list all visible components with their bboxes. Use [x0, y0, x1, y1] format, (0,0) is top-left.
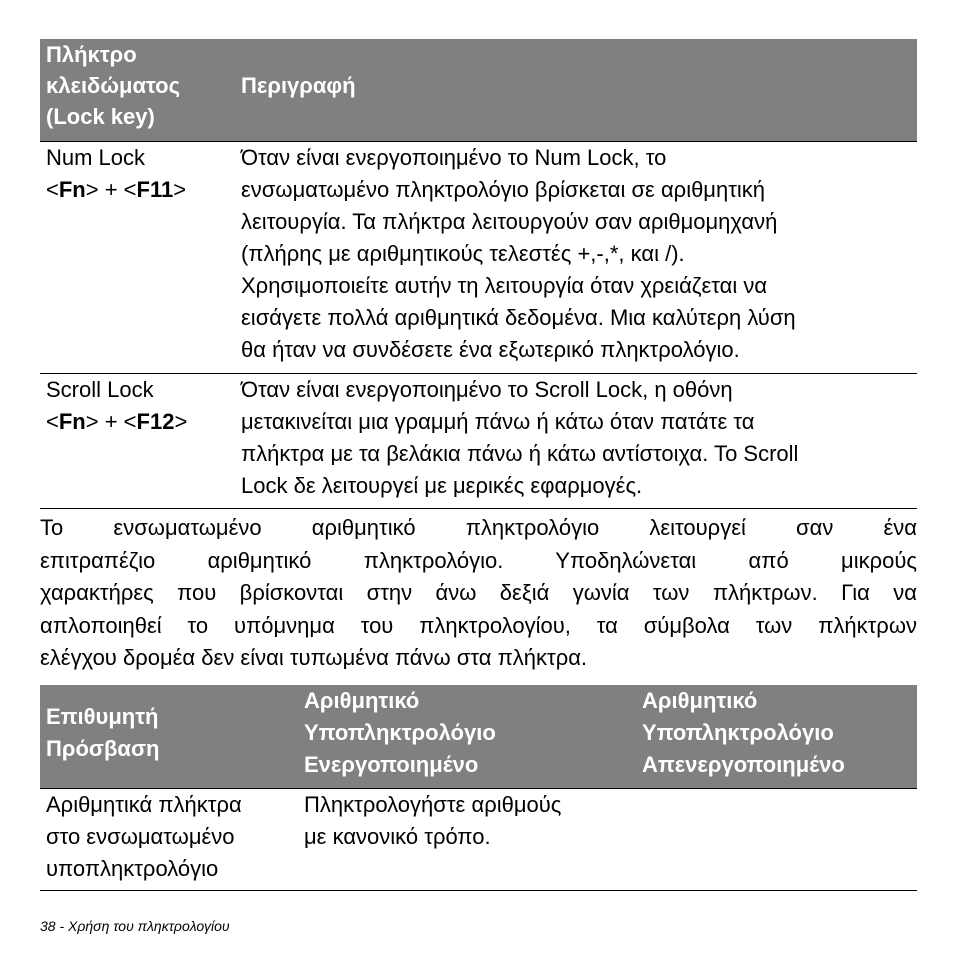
description-line: πλήκτρα με τα βελάκια πάνω ή κάτω αντίστοιχα. Το Scroll: [241, 441, 799, 466]
lock-key-table: [40, 39, 917, 509]
key-combo: [46, 174, 186, 206]
header-text: Πρόσβαση: [46, 736, 160, 761]
combo-text: <: [46, 177, 59, 202]
description-line: Όταν είναι ενεργοποιημένο το Scroll Lock, η οθόνη: [241, 377, 733, 402]
description-cell: [241, 374, 798, 502]
combo-text: >: [173, 177, 187, 202]
header-desired-access: [46, 701, 159, 765]
description-line: Όταν είναι ενεργοποιημένο το Num Lock, το: [241, 145, 667, 170]
keypad-table-header: [40, 685, 917, 788]
cell-line: υποπληκτρολόγιο: [46, 856, 219, 881]
cell-line: Αριθμητικά πλήκτρα: [46, 792, 242, 817]
keypad-on-cell: [304, 789, 561, 853]
table-row-num-lock: [40, 141, 917, 373]
description-line: ενσωματωμένο πληκτρολόγιο βρίσκεται σε αριθμητική: [241, 177, 766, 202]
description-line: Χρησιμοποιείτε αυτήν τη λειτουργία όταν χρειάζεται να: [241, 273, 768, 298]
header-text: (Lock key): [46, 104, 155, 129]
header-keypad-on: [304, 685, 496, 781]
header-text: Ενεργοποιημένο: [304, 752, 479, 777]
table-row: [40, 788, 917, 891]
keypad-table: [40, 685, 917, 891]
description-line: θα ήταν να συνδέσετε ένα εξωτερικό πληκτρολόγιο.: [241, 337, 740, 362]
header-text: Απενεργοποιημένο: [642, 752, 845, 777]
lock-key-name: Scroll Lock: [46, 377, 154, 402]
combo-fn: Fn: [58, 409, 86, 434]
combo-text: <: [46, 409, 59, 434]
combo-text: > + <: [85, 409, 137, 434]
cell-line: Πληκτρολογήστε αριθμούς: [304, 792, 562, 817]
header-text: Υποπληκτρολόγιο: [304, 720, 496, 745]
table-row-scroll-lock: [40, 373, 917, 509]
combo-text: >: [174, 409, 188, 434]
key-combo: [46, 406, 187, 438]
description-line: (πλήρης με αριθμητικούς τελεστές +,-,*, και /).: [241, 241, 685, 266]
header-keypad-off: [642, 685, 845, 781]
body-paragraph: [40, 512, 917, 675]
paragraph-line: απλοποιηθεί το υπόμνημα του πληκτρολογίου, τα σύμβολα των πλήκτρων: [40, 612, 917, 638]
description-line: εισάγετε πολλά αριθμητικά δεδομένα. Μια καλύτερη λύση: [241, 305, 796, 330]
description-line: λειτουργία. Τα πλήκτρα λειτουργούν σαν αριθμομηχανή: [241, 209, 778, 234]
description-line: μετακινείται μια γραμμή πάνω ή κάτω όταν πατάτε τα: [241, 409, 755, 434]
header-text: Υποπληκτρολόγιο: [642, 720, 834, 745]
header-description: [241, 70, 356, 101]
cell-line: με κανονικό τρόπο.: [304, 824, 491, 849]
paragraph-line: χαρακτήρες που βρίσκονται στην άνω δεξιά γωνία των πλήκτρων. Για να: [40, 580, 917, 606]
combo-fn: Fn: [58, 177, 86, 202]
lock-key-name: Num Lock: [46, 145, 146, 170]
header-text: Επιθυμητή: [46, 704, 159, 729]
header-text: κλειδώματος: [46, 73, 181, 98]
lock-key-cell: [46, 374, 187, 438]
description-line: Lock δε λειτουργεί με μερικές εφαρμογές.: [241, 473, 643, 498]
header-text: Αριθμητικό: [642, 688, 758, 713]
header-text: Αριθμητικό: [304, 688, 420, 713]
header-text: Πλήκτρο: [46, 42, 137, 67]
combo-key: F11: [136, 177, 174, 202]
page-footer: 38 - Χρήση του πληκτρολογίου: [40, 918, 230, 934]
paragraph-line: Το ενσωματωμένο αριθμητικό πληκτρολόγιο λειτουργεί σαν ένα: [40, 515, 917, 540]
description-cell: [241, 142, 796, 366]
lock-table-header: [40, 39, 917, 141]
paragraph-line: ελέγχου δρομέα δεν είναι τυπωμένα πάνω στα πλήκτρα.: [40, 645, 588, 671]
paragraph-line: επιτραπέζιο αριθμητικό πληκτρολόγιο. Υποδηλώνεται από μικρούς: [40, 547, 917, 573]
combo-text: > + <: [85, 177, 137, 202]
desired-access-cell: [46, 789, 242, 885]
header-lock-key: [46, 39, 180, 132]
combo-key: F12: [136, 409, 175, 434]
cell-line: στο ενσωματωμένο: [46, 824, 235, 849]
lock-key-cell: [46, 142, 186, 206]
header-text: Περιγραφή: [241, 73, 356, 98]
